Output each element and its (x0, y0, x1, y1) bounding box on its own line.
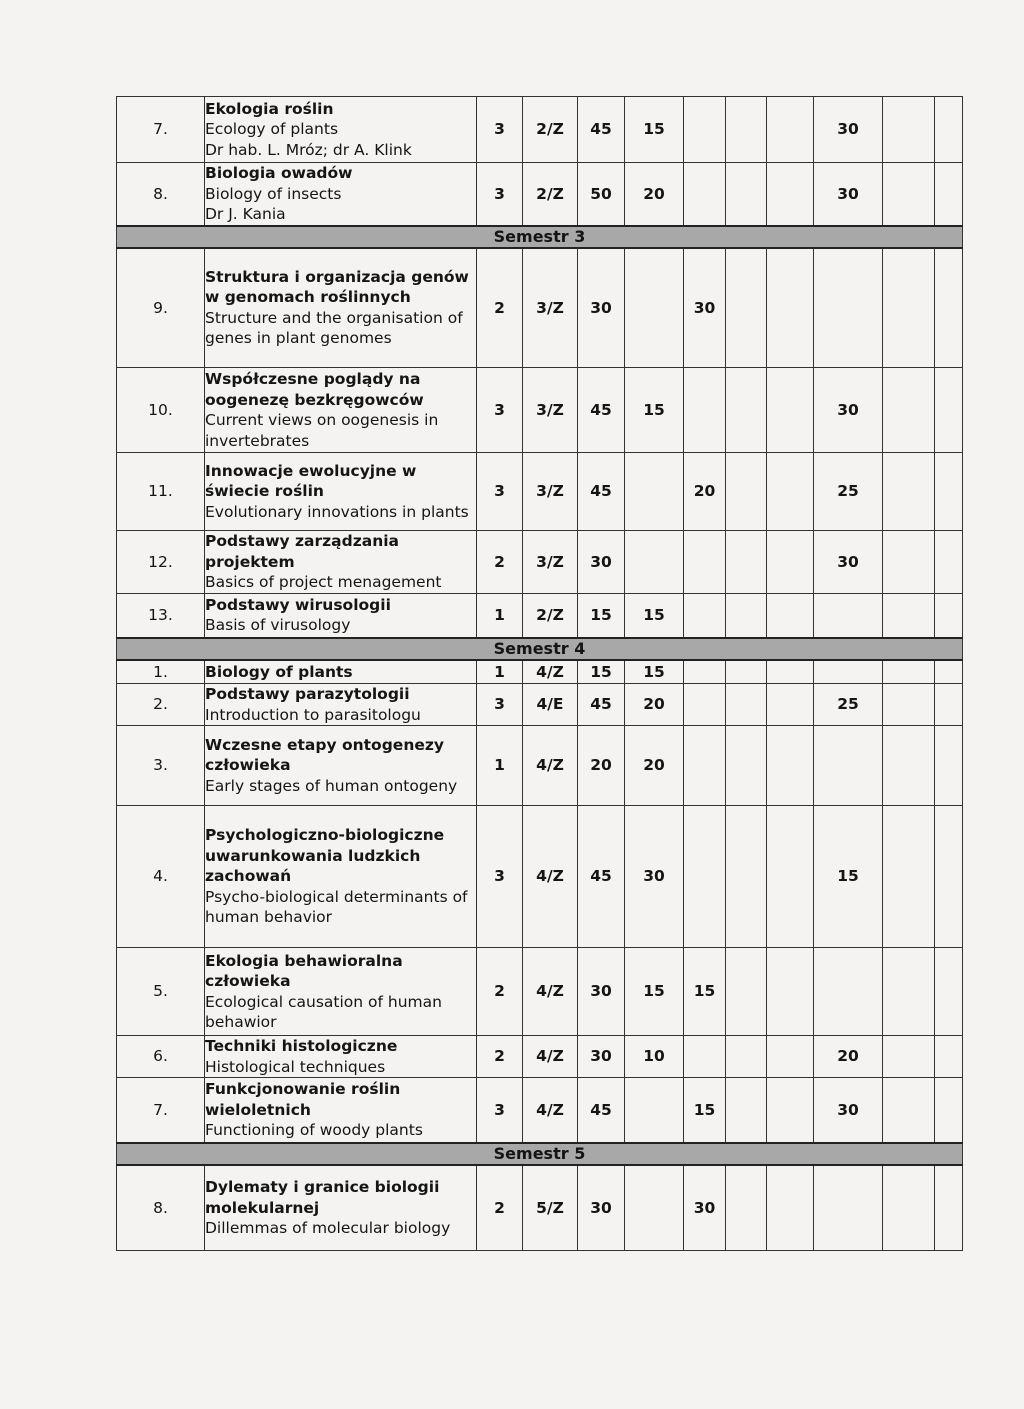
hours-cell (767, 1078, 814, 1143)
hours-cell: 4/E (523, 684, 578, 726)
hours-cell (814, 948, 883, 1036)
semester-label: Semestr 4 (117, 638, 963, 660)
hours-cell (625, 453, 684, 531)
course-number: 8. (117, 1165, 205, 1251)
hours-cell (684, 1036, 726, 1078)
hours-cell (883, 660, 935, 684)
hours-cell (883, 684, 935, 726)
hours-cell (726, 806, 767, 948)
hours-cell (726, 1036, 767, 1078)
hours-cell: 3/Z (523, 248, 578, 368)
course-title-polish: Wczesne etapy ontogenezy człowieka (205, 735, 444, 775)
course-title-english: Basics of project menagement (205, 573, 442, 592)
hours-cell (684, 163, 726, 226)
course-subject (205, 660, 477, 684)
hours-cell: 3 (477, 453, 523, 531)
hours-cell: 3/Z (523, 368, 578, 453)
hours-cell (767, 948, 814, 1036)
course-row (117, 660, 963, 684)
hours-cell (726, 163, 767, 226)
course-row (117, 453, 963, 531)
course-number: 2. (117, 684, 205, 726)
course-number: 6. (117, 1036, 205, 1078)
course-title-polish: Dylematy i granice biologii molekularnej (205, 1178, 440, 1217)
course-title-english: Evolutionary innovations in plants (205, 502, 469, 521)
course-subject (205, 948, 477, 1036)
hours-cell: 15 (625, 594, 684, 638)
course-row (117, 726, 963, 806)
hours-cell: 15 (578, 660, 625, 684)
hours-cell (767, 1165, 814, 1251)
course-title-polish: Ekologia behawioralna człowieka (205, 951, 403, 990)
hours-cell: 45 (578, 806, 625, 948)
hours-cell (726, 453, 767, 531)
hours-cell: 30 (578, 1036, 625, 1078)
hours-cell (883, 1078, 935, 1143)
hours-cell: 3 (477, 368, 523, 453)
hours-cell: 3/Z (523, 531, 578, 594)
semester-header (117, 638, 963, 660)
hours-cell (935, 1078, 963, 1143)
hours-cell: 30 (578, 248, 625, 368)
course-row (117, 163, 963, 226)
hours-cell (726, 948, 767, 1036)
course-number: 12. (117, 531, 205, 594)
hours-cell (684, 594, 726, 638)
hours-cell: 30 (814, 97, 883, 163)
hours-cell (883, 531, 935, 594)
course-lecturer: Dr J. Kania (205, 205, 286, 223)
semester-label: Semestr 5 (117, 1143, 963, 1165)
hours-cell (883, 97, 935, 163)
course-number: 7. (117, 97, 205, 163)
curriculum-table (116, 96, 963, 1251)
hours-cell (684, 97, 726, 163)
hours-cell (935, 248, 963, 368)
course-number: 13. (117, 594, 205, 638)
hours-cell (726, 1078, 767, 1143)
course-title-english: Ecological causation of human behawior (205, 992, 442, 1031)
hours-cell: 1 (477, 726, 523, 806)
hours-cell (625, 1078, 684, 1143)
hours-cell (625, 248, 684, 368)
hours-cell (935, 594, 963, 638)
hours-cell: 2 (477, 248, 523, 368)
hours-cell (883, 726, 935, 806)
course-row (117, 684, 963, 726)
hours-cell: 20 (684, 453, 726, 531)
hours-cell (767, 453, 814, 531)
hours-cell (935, 97, 963, 163)
course-title-polish: Podstawy parazytologii (205, 685, 410, 703)
hours-cell: 4/Z (523, 1078, 578, 1143)
course-subject (205, 594, 477, 638)
hours-cell: 20 (625, 163, 684, 226)
semester-header (117, 226, 963, 248)
hours-cell: 25 (814, 684, 883, 726)
hours-cell (767, 1036, 814, 1078)
hours-cell (726, 684, 767, 726)
hours-cell: 4/Z (523, 726, 578, 806)
hours-cell (726, 531, 767, 594)
hours-cell (684, 660, 726, 684)
hours-cell: 10 (625, 1036, 684, 1078)
hours-cell: 2 (477, 1165, 523, 1251)
hours-cell: 4/Z (523, 660, 578, 684)
course-row (117, 97, 963, 163)
hours-cell (767, 594, 814, 638)
hours-cell (935, 368, 963, 453)
semester-header (117, 1143, 963, 1165)
hours-cell: 3 (477, 684, 523, 726)
hours-cell (935, 163, 963, 226)
course-row (117, 594, 963, 638)
course-row (117, 1165, 963, 1251)
course-title-english: Functioning of woody plants (205, 1121, 423, 1139)
hours-cell (814, 660, 883, 684)
hours-cell: 15 (684, 948, 726, 1036)
hours-cell: 45 (578, 453, 625, 531)
course-row (117, 1078, 963, 1143)
course-title-polish: Ekologia roślin (205, 99, 334, 118)
hours-cell: 45 (578, 368, 625, 453)
course-subject (205, 368, 477, 453)
hours-cell (935, 948, 963, 1036)
hours-cell (625, 531, 684, 594)
hours-cell: 20 (814, 1036, 883, 1078)
hours-cell (684, 368, 726, 453)
hours-cell: 45 (578, 1078, 625, 1143)
course-title-english: Ecology of plants (205, 120, 339, 139)
hours-cell: 30 (625, 806, 684, 948)
hours-cell (883, 1165, 935, 1251)
course-subject (205, 1165, 477, 1251)
hours-cell (726, 368, 767, 453)
hours-cell (684, 726, 726, 806)
hours-cell (935, 684, 963, 726)
hours-cell: 1 (477, 594, 523, 638)
hours-cell: 4/Z (523, 806, 578, 948)
hours-cell: 20 (578, 726, 625, 806)
hours-cell (883, 453, 935, 531)
hours-cell (883, 163, 935, 226)
course-row (117, 948, 963, 1036)
hours-cell: 2 (477, 948, 523, 1036)
course-subject (205, 684, 477, 726)
hours-cell (883, 248, 935, 368)
course-subject (205, 726, 477, 806)
hours-cell (767, 531, 814, 594)
course-number: 8. (117, 163, 205, 226)
hours-cell: 45 (578, 97, 625, 163)
hours-cell (883, 594, 935, 638)
hours-cell: 2/Z (523, 163, 578, 226)
course-subject (205, 97, 477, 163)
course-number: 4. (117, 806, 205, 948)
hours-cell: 15 (578, 594, 625, 638)
hours-cell (935, 806, 963, 948)
hours-cell: 15 (625, 948, 684, 1036)
course-row (117, 368, 963, 453)
hours-cell: 20 (625, 726, 684, 806)
hours-cell: 1 (477, 660, 523, 684)
hours-cell: 45 (578, 684, 625, 726)
course-row (117, 1036, 963, 1078)
hours-cell (767, 248, 814, 368)
hours-cell: 15 (684, 1078, 726, 1143)
hours-cell: 30 (684, 1165, 726, 1251)
hours-cell (767, 368, 814, 453)
course-number: 1. (117, 660, 205, 684)
course-subject (205, 531, 477, 594)
course-title-polish: Struktura i organizacja genów w genomach roślinnych (205, 267, 469, 307)
hours-cell (814, 1165, 883, 1251)
course-title-english: Current views on oogenesis in invertebrates (205, 411, 439, 450)
hours-cell (935, 726, 963, 806)
semester-label: Semestr 3 (117, 226, 963, 248)
course-number: 11. (117, 453, 205, 531)
course-title-polish: Techniki histologiczne (205, 1037, 398, 1055)
hours-cell: 30 (578, 531, 625, 594)
hours-cell (814, 726, 883, 806)
course-number: 5. (117, 948, 205, 1036)
hours-cell (935, 453, 963, 531)
hours-cell: 4/Z (523, 948, 578, 1036)
course-subject (205, 453, 477, 531)
hours-cell: 30 (814, 531, 883, 594)
hours-cell (625, 1165, 684, 1251)
course-title-polish: Psychologiczno-biologiczne uwarunkowania ludzkich zachowań (205, 826, 445, 886)
course-subject (205, 248, 477, 368)
hours-cell (767, 660, 814, 684)
hours-cell: 2 (477, 531, 523, 594)
hours-cell (726, 594, 767, 638)
hours-cell: 25 (814, 453, 883, 531)
hours-cell: 4/Z (523, 1036, 578, 1078)
course-title-english: Structure and the organisation of genes in plant genomes (205, 308, 463, 348)
course-title-english: Psycho-biological determinants of human behavior (205, 887, 468, 927)
hours-cell: 50 (578, 163, 625, 226)
hours-cell (726, 1165, 767, 1251)
hours-cell (726, 248, 767, 368)
hours-cell (684, 684, 726, 726)
hours-cell (814, 248, 883, 368)
course-title-english: Histological techniques (205, 1057, 386, 1076)
hours-cell: 2/Z (523, 594, 578, 638)
course-title-polish: Współczesne poglądy na oogenezę bezkręgowców (205, 370, 424, 409)
course-title-english: Biology of insects (205, 184, 342, 203)
hours-cell: 30 (814, 368, 883, 453)
course-title-english: Dillemmas of molecular biology (205, 1219, 451, 1237)
hours-cell: 30 (578, 948, 625, 1036)
hours-cell: 15 (814, 806, 883, 948)
hours-cell (883, 368, 935, 453)
course-title-polish: Innowacje ewolucyjne w świecie roślin (205, 461, 417, 501)
hours-cell: 15 (625, 97, 684, 163)
course-title-polish: Funkcjonowanie roślin wieloletnich (205, 1080, 401, 1119)
course-title-polish: Biologia owadów (205, 164, 353, 182)
course-number: 7. (117, 1078, 205, 1143)
course-subject (205, 1078, 477, 1143)
hours-cell: 3 (477, 1078, 523, 1143)
course-subject (205, 1036, 477, 1078)
hours-cell (767, 726, 814, 806)
hours-cell (726, 726, 767, 806)
course-lecturer: Dr hab. L. Mróz; dr A. Klink (205, 140, 412, 159)
hours-cell: 5/Z (523, 1165, 578, 1251)
course-subject (205, 163, 477, 226)
hours-cell: 30 (578, 1165, 625, 1251)
course-title-polish: Biology of plants (205, 662, 353, 681)
hours-cell (767, 684, 814, 726)
course-number: 3. (117, 726, 205, 806)
course-row (117, 531, 963, 594)
hours-cell (883, 806, 935, 948)
hours-cell (935, 531, 963, 594)
hours-cell: 3 (477, 97, 523, 163)
hours-cell (767, 806, 814, 948)
course-subject (205, 806, 477, 948)
hours-cell (935, 1165, 963, 1251)
hours-cell (814, 594, 883, 638)
hours-cell (726, 660, 767, 684)
hours-cell: 30 (684, 248, 726, 368)
course-row (117, 248, 963, 368)
hours-cell: 3 (477, 806, 523, 948)
hours-cell: 15 (625, 368, 684, 453)
course-title-english: Basis of virusology (205, 616, 351, 635)
hours-cell: 30 (814, 1078, 883, 1143)
hours-cell: 15 (625, 660, 684, 684)
hours-cell (767, 97, 814, 163)
course-title-english: Early stages of human ontogeny (205, 776, 458, 795)
hours-cell (935, 1036, 963, 1078)
hours-cell (767, 163, 814, 226)
hours-cell (726, 97, 767, 163)
hours-cell: 2/Z (523, 97, 578, 163)
hours-cell (935, 660, 963, 684)
hours-cell (684, 531, 726, 594)
hours-cell: 20 (625, 684, 684, 726)
hours-cell (883, 948, 935, 1036)
course-number: 9. (117, 248, 205, 368)
course-title-polish: Podstawy zarządzania projektem (205, 532, 400, 571)
hours-cell: 3/Z (523, 453, 578, 531)
hours-cell: 30 (814, 163, 883, 226)
course-title-polish: Podstawy wirusologii (205, 595, 391, 614)
course-number: 10. (117, 368, 205, 453)
course-row (117, 806, 963, 948)
hours-cell (684, 806, 726, 948)
hours-cell: 2 (477, 1036, 523, 1078)
hours-cell (883, 1036, 935, 1078)
curriculum-table-body (117, 97, 963, 1251)
course-title-english: Introduction to parasitologu (205, 705, 421, 724)
hours-cell: 3 (477, 163, 523, 226)
